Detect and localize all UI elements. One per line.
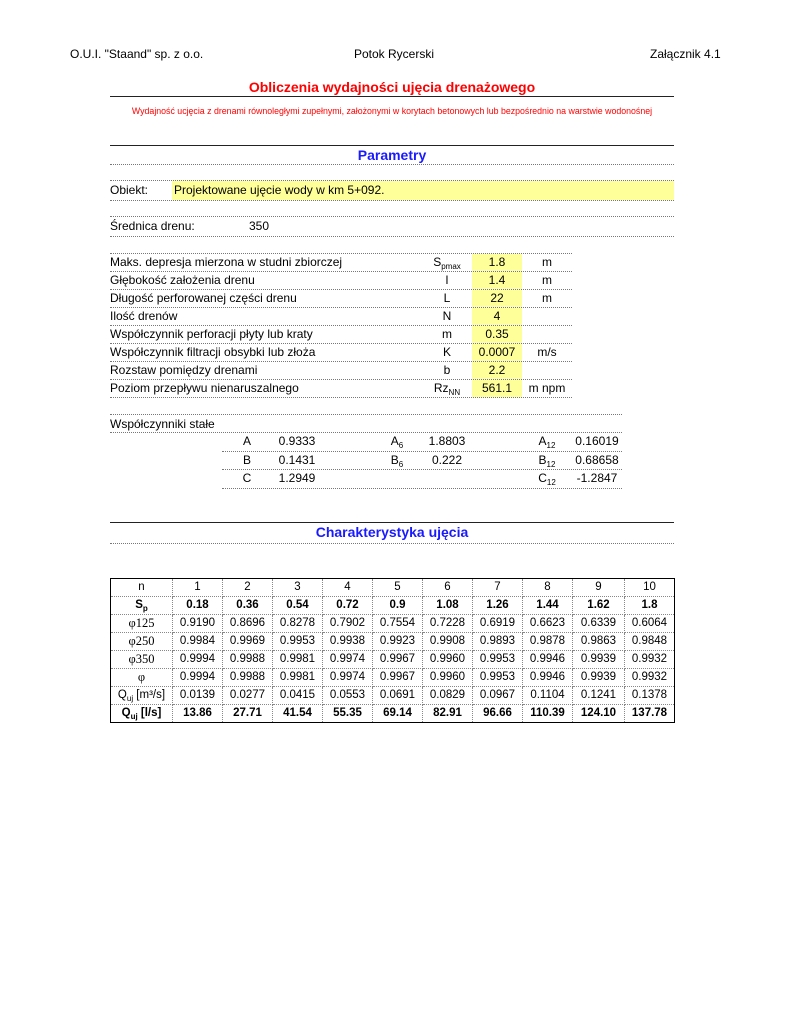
page-subtitle: Wydajność ucjęcia z drenami równoległymi zupełnymi, założonymi w korytach betonowych lub bezpośrednio na warstwie wodonośnej — [131, 106, 653, 116]
constant-item — [222, 452, 322, 469]
table-cell: 0.9923 — [373, 633, 423, 651]
constant-item — [522, 433, 622, 450]
table-cell: 0.0829 — [423, 687, 473, 705]
table-cell: 0.9946 — [523, 651, 573, 669]
obiekt-label: Obiekt: — [110, 183, 149, 197]
constant-name-base: B — [242, 452, 251, 467]
constant-name-base: A — [242, 434, 251, 448]
table-cell: 41.54 — [273, 705, 323, 723]
table-cell: 1.62 — [573, 597, 625, 615]
row-label-base: φ125 — [128, 616, 155, 630]
table-cell: 1.26 — [473, 597, 523, 615]
table-cell: 0.8278 — [273, 615, 323, 633]
constant-name-base: A — [538, 434, 547, 448]
param-unit — [522, 308, 572, 325]
constant-value: -1.2847 — [576, 471, 618, 485]
constant-name-base: C — [242, 471, 252, 485]
table-cell: 6 — [423, 579, 473, 597]
constant-value: 1.8803 — [428, 434, 466, 448]
table-cell: 9 — [573, 579, 625, 597]
table-cell: 0.9994 — [173, 651, 223, 669]
constant-name — [372, 452, 422, 469]
table-cell: 1.44 — [523, 597, 573, 615]
table-cell: 0.0553 — [323, 687, 373, 705]
param-symbol-base: K — [442, 345, 451, 359]
param-unit — [522, 326, 572, 343]
param-symbol — [422, 272, 472, 289]
constant-item — [222, 433, 322, 450]
table-cell: 0.9 — [373, 597, 423, 615]
constant-value: 1.2949 — [278, 471, 316, 485]
table-cell: 0.9190 — [173, 615, 223, 633]
table-row — [111, 669, 675, 687]
constants-block — [110, 414, 622, 489]
table-cell: 0.9960 — [423, 651, 473, 669]
param-symbol-base: l — [445, 273, 449, 287]
table-cell: 0.6339 — [573, 615, 625, 633]
table-cell: 1.08 — [423, 597, 473, 615]
constant-name — [522, 470, 572, 487]
table-cell: 13.86 — [173, 705, 223, 723]
section-divider — [110, 145, 674, 146]
table-cell: 0.9974 — [323, 669, 373, 687]
obiekt-value: Projektowane ujęcie wody w km 5+092. — [172, 181, 674, 200]
table-cell: 0.9969 — [223, 633, 273, 651]
dotted-divider — [110, 543, 674, 544]
dotted-divider — [110, 164, 674, 165]
srednica-value: 350 — [249, 219, 270, 233]
table-row — [111, 579, 675, 597]
constant-name-subscript: 6 — [398, 459, 404, 469]
table-row — [111, 705, 675, 723]
constants-row — [222, 452, 622, 471]
table-cell: 0.9932 — [625, 669, 675, 687]
table-cell: 0.9939 — [573, 651, 625, 669]
table-cell: 0.9953 — [273, 633, 323, 651]
row-label — [111, 597, 173, 615]
row-label-base: Q — [121, 707, 131, 719]
table-cell: 0.7228 — [423, 615, 473, 633]
param-value: 2.2 — [472, 362, 522, 379]
table-cell: 0.9893 — [473, 633, 523, 651]
param-row — [110, 379, 572, 398]
constants-label: Współczynniki stałe — [110, 414, 622, 433]
table-cell: 0.0277 — [223, 687, 273, 705]
param-symbol — [422, 380, 472, 397]
param-symbol-base: S — [433, 255, 442, 269]
table-cell: 0.9932 — [625, 651, 675, 669]
param-symbol-subscript: pmax — [441, 262, 461, 271]
param-row — [110, 361, 572, 379]
table-cell: 0.9988 — [223, 651, 273, 669]
param-unit: m — [542, 291, 552, 305]
row-label-base: S — [135, 599, 143, 611]
row-label-base: φ350 — [128, 652, 155, 666]
constant-name-subscript: 6 — [398, 441, 404, 450]
table-cell: 124.10 — [573, 705, 625, 723]
param-row — [110, 325, 572, 343]
table-cell: 0.9967 — [373, 669, 423, 687]
table-cell: 0.72 — [323, 597, 373, 615]
param-row — [110, 253, 572, 271]
table-cell: 69.14 — [373, 705, 423, 723]
table-row — [111, 597, 675, 615]
table-cell: 0.9981 — [273, 669, 323, 687]
constant-name-subscript: 12 — [546, 459, 556, 469]
constant-item — [372, 452, 472, 469]
table-cell: 0.9994 — [173, 669, 223, 687]
table-cell: 0.9946 — [523, 669, 573, 687]
table-cell: 0.1378 — [625, 687, 675, 705]
table-cell: 1 — [173, 579, 223, 597]
characteristics-table — [110, 578, 675, 723]
row-label — [111, 615, 173, 633]
param-symbol-base: Rz — [433, 381, 449, 395]
constants-row — [222, 470, 622, 489]
table-cell: 0.9974 — [323, 651, 373, 669]
table-cell: 0.8696 — [223, 615, 273, 633]
param-symbol-base: L — [443, 291, 451, 305]
param-value: 22 — [472, 290, 522, 307]
param-symbol-base: N — [442, 309, 452, 323]
parameters-table — [110, 253, 572, 398]
dotted-divider — [110, 216, 674, 217]
row-label-base: φ — [137, 670, 146, 684]
param-unit: m/s — [537, 345, 557, 359]
constant-value: 0.222 — [431, 452, 463, 467]
param-symbol — [422, 362, 472, 379]
param-symbol-base: m — [442, 327, 452, 341]
section-divider — [110, 522, 674, 523]
constant-name-base: B — [538, 452, 547, 467]
param-value: 4 — [472, 308, 522, 325]
param-label: Współczynnik perforacji płyty lub kraty — [110, 327, 313, 341]
table-cell: 0.0967 — [473, 687, 523, 705]
table-row — [111, 651, 675, 669]
constant-name-subscript: 12 — [546, 478, 556, 487]
constant-name-subscript: 12 — [546, 441, 556, 450]
table-cell: 0.9967 — [373, 651, 423, 669]
table-cell: 0.1241 — [573, 687, 625, 705]
row-label — [111, 687, 173, 705]
srednica-label: Średnica drenu: — [110, 219, 195, 233]
table-cell: 137.78 — [625, 705, 675, 723]
param-value: 561.1 — [472, 380, 522, 397]
constant-item — [222, 470, 322, 487]
table-cell: 0.9953 — [473, 669, 523, 687]
param-label: Maks. depresja mierzona w studni zbiorczej — [110, 255, 343, 269]
table-cell: 10 — [625, 579, 675, 597]
table-cell: 0.18 — [173, 597, 223, 615]
param-label: Długość perforowanej części drenu — [110, 291, 297, 305]
param-row — [110, 289, 572, 307]
table-cell: 0.0139 — [173, 687, 223, 705]
constant-item — [372, 433, 472, 450]
table-cell: 55.35 — [323, 705, 373, 723]
table-cell: 8 — [523, 579, 573, 597]
constants-row — [222, 433, 622, 452]
table-cell: 7 — [473, 579, 523, 597]
dotted-divider — [110, 200, 674, 201]
param-label: Głębokość założenia drenu — [110, 273, 255, 287]
constant-name — [222, 470, 272, 487]
row-label — [111, 633, 173, 651]
param-unit — [522, 362, 572, 379]
table-cell: 0.9908 — [423, 633, 473, 651]
param-unit: m — [542, 273, 552, 287]
row-label-subscript: p — [142, 604, 148, 613]
table-cell: 82.91 — [423, 705, 473, 723]
constant-item — [522, 452, 622, 469]
constant-name — [222, 433, 272, 450]
table-cell: 110.39 — [523, 705, 573, 723]
param-value: 0.35 — [472, 326, 522, 343]
param-row — [110, 307, 572, 325]
table-cell: 0.0415 — [273, 687, 323, 705]
section-title-parametry: Parametry — [357, 147, 427, 163]
table-cell: 0.7554 — [373, 615, 423, 633]
param-symbol — [422, 254, 472, 271]
param-value: 1.4 — [472, 272, 522, 289]
table-cell: 0.36 — [223, 597, 273, 615]
table-cell: 96.66 — [473, 705, 523, 723]
table-cell: 0.7902 — [323, 615, 373, 633]
table-cell: 0.6623 — [523, 615, 573, 633]
param-symbol-subscript: NN — [448, 388, 461, 397]
param-label: Ilość drenów — [110, 309, 178, 323]
constant-item — [522, 470, 622, 487]
param-symbol-base: b — [443, 363, 451, 377]
param-symbol — [422, 290, 472, 307]
page-title: Obliczenia wydajności ujęcia drenażowego — [248, 79, 536, 95]
title-underline — [110, 96, 674, 97]
constant-name — [222, 452, 272, 469]
table-cell: 0.9953 — [473, 651, 523, 669]
table-cell: 0.54 — [273, 597, 323, 615]
constant-name-base: A — [390, 434, 399, 448]
param-row — [110, 271, 572, 289]
table-cell: 0.9939 — [573, 669, 625, 687]
row-label-base: φ250 — [128, 634, 155, 648]
table-cell: 0.6064 — [625, 615, 675, 633]
row-label-subscript: uj — [126, 694, 134, 703]
constant-name — [372, 433, 422, 450]
row-label-base: Q — [117, 689, 127, 701]
project-name: Potok Rycerski — [354, 47, 435, 61]
row-label-unit: [m³/s] — [133, 689, 166, 701]
table-cell: 5 — [373, 579, 423, 597]
param-label: Rozstaw pomiędzy drenami — [110, 363, 258, 377]
table-cell: 0.9984 — [173, 633, 223, 651]
row-label-subscript: uj — [130, 712, 138, 721]
param-symbol — [422, 326, 472, 343]
table-row — [111, 633, 675, 651]
table-row — [111, 687, 675, 705]
table-row — [111, 615, 675, 633]
table-cell: 0.9863 — [573, 633, 625, 651]
table-cell: 0.0691 — [373, 687, 423, 705]
param-unit: m — [542, 255, 552, 269]
company-name: O.U.I. "Staand" sp. z o.o. — [70, 47, 204, 61]
param-symbol — [422, 344, 472, 361]
row-label — [111, 579, 173, 597]
constant-name-base: B — [390, 452, 399, 467]
table-cell: 0.9981 — [273, 651, 323, 669]
table-cell: 27.71 — [223, 705, 273, 723]
param-row — [110, 343, 572, 361]
constant-value: 0.1431 — [278, 452, 316, 467]
param-value: 1.8 — [472, 254, 522, 271]
param-symbol — [422, 308, 472, 325]
param-label: Współczynnik filtracji obsybki lub złoża — [110, 345, 316, 359]
row-label-unit: [l/s] — [137, 707, 162, 719]
dotted-divider — [110, 236, 674, 237]
row-label — [111, 669, 173, 687]
table-cell: 0.9988 — [223, 669, 273, 687]
table-cell: 3 — [273, 579, 323, 597]
table-cell: 4 — [323, 579, 373, 597]
param-unit: m npm — [528, 381, 566, 395]
table-cell: 1.8 — [625, 597, 675, 615]
row-label-base: n — [138, 581, 145, 593]
row-label — [111, 651, 173, 669]
table-cell: 0.9878 — [523, 633, 573, 651]
table-cell: 0.9960 — [423, 669, 473, 687]
constant-name — [522, 452, 572, 469]
constant-value: 0.68658 — [575, 452, 619, 467]
table-cell: 0.6919 — [473, 615, 523, 633]
section-title-charakterystyka: Charakterystyka ujęcia — [315, 524, 469, 540]
table-cell: 2 — [223, 579, 273, 597]
table-cell: 0.9848 — [625, 633, 675, 651]
attachment-number: Załącznik 4.1 — [650, 47, 721, 61]
constant-name-base: C — [538, 471, 547, 485]
constant-name — [522, 433, 572, 450]
constant-value: 0.9333 — [278, 434, 316, 448]
table-cell: 0.1104 — [523, 687, 573, 705]
row-label — [111, 705, 173, 723]
table-cell: 0.9938 — [323, 633, 373, 651]
param-value: 0.0007 — [472, 344, 522, 361]
param-label: Poziom przepływu nienaruszalnego — [110, 381, 299, 395]
constant-value: 0.16019 — [575, 434, 619, 448]
